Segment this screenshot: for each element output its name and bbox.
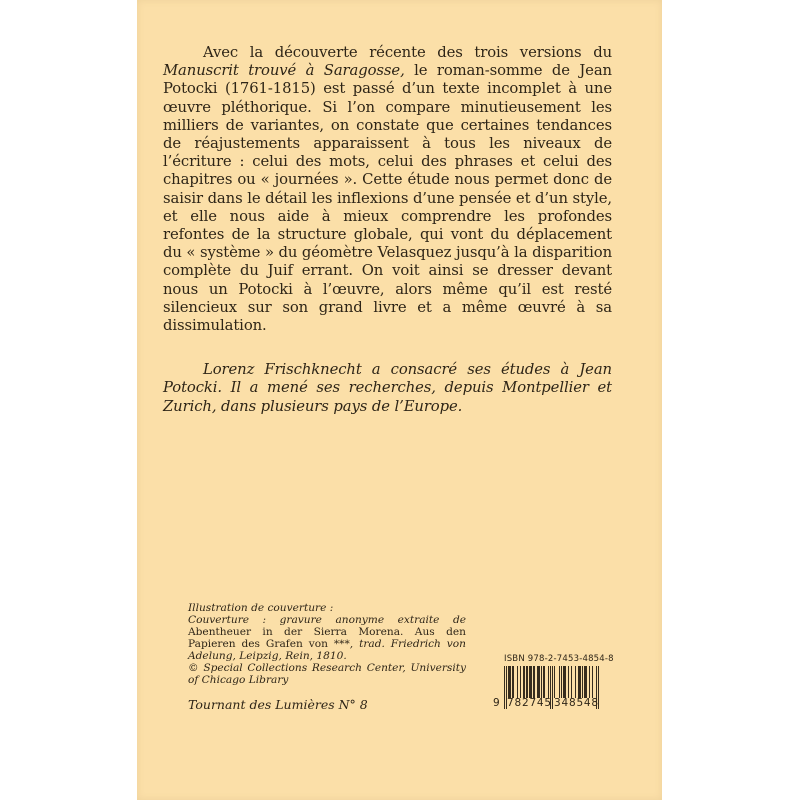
barcode-digits <box>493 697 599 710</box>
series-label: Tournant des Lumières N° 8 <box>188 697 368 712</box>
isbn-number-label: ISBN 978-2-7453-4854-8 <box>504 654 614 664</box>
cover-credits <box>188 602 466 686</box>
barcode-left-digits: 782745 <box>507 697 552 709</box>
author-note-paragraph: Lorenz Frischknecht a consacré ses études à Jean Potocki. Il a mené ses recherches, depuis Montpellier et Zurich, dans plusieurs pays de l’Europe. <box>163 361 612 415</box>
credits-heading: Illustration de couverture : <box>188 602 334 614</box>
synopsis-paragraph: Avec la découverte récente des trois versions du Manuscrit trouvé à Saragosse, le roman-somme de Jean Potocki (1761-1815) est passé d’un texte incomplet à une œuvre pléthorique. Si l’on compare minutieusement les milliers de variantes, on constate que certaines tendances de réajustements apparaissent à tous les niveaux de l’écriture : celui des mots, celui des phrases et celui des chapitres ou « journées ». Cette étude nous permet donc de saisir dans le détail les inflexions d’une pensée et d’un style, et elle nous aide à mieux comprendre les profondes refontes de la structure globale, qui vont du déplacement du « système » du géomètre Velasquez jusqu’à la disparition complète du Juif errant. On voit ainsi se dresser devant nous un Potocki à l’œuvre, alors même qu’il est resté silencieux sur son grand livre et a même œuvré à sa dissimulation. <box>163 44 612 335</box>
barcode-system-digit: 9 <box>493 697 500 709</box>
barcode-right-digits: 348548 <box>554 697 599 709</box>
credits-source: Couverture : gravure anonyme extraite de Abentheuer in der Sierra Morena. Aus den Papieren des Grafen von ***, trad. Friedrich von Adelung, Leipzig, Rein, 1810. <box>188 614 466 662</box>
barcode-bars-area <box>493 666 599 711</box>
credits-copyright: © Special Collections Research Center, University of Chicago Library <box>188 662 466 686</box>
book-back-cover <box>137 0 662 800</box>
isbn-barcode <box>493 654 614 711</box>
text-column <box>137 0 662 416</box>
